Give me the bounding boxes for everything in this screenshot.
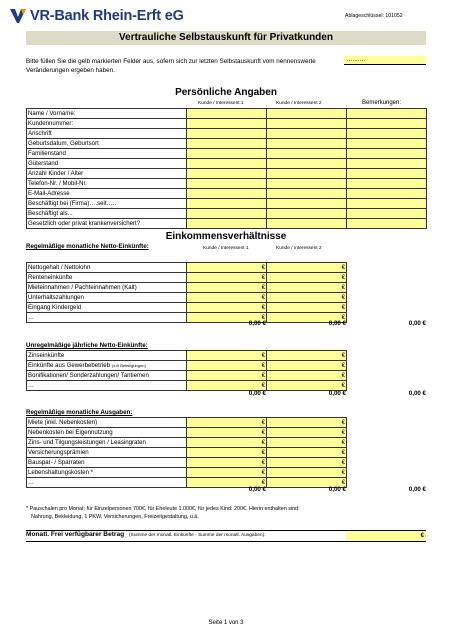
table-row (27, 361, 347, 371)
amount-cell-person2[interactable]: € (267, 371, 347, 381)
row-label (27, 468, 187, 478)
row-label-text: … (28, 313, 35, 321)
row-label (27, 361, 187, 371)
table-row (27, 283, 347, 293)
table-row (27, 149, 427, 159)
amount-cell-person2[interactable]: € (267, 313, 347, 323)
monthly-income-label: Regelmäßige monatliche Netto-Einkünfte: (26, 243, 149, 250)
table-row (27, 179, 427, 189)
bank-header (10, 8, 184, 24)
free-amount-value[interactable]: € (346, 531, 426, 541)
personal-col2-header: Kunde / Interessent 2 (276, 101, 322, 106)
monthly-income-table (26, 262, 347, 323)
row-label (27, 448, 187, 458)
input-cell-person1[interactable] (187, 179, 267, 189)
vr-bank-logo-icon (10, 9, 26, 23)
amount-cell-person2[interactable]: € (267, 478, 347, 488)
input-cell-person2[interactable] (267, 139, 347, 149)
remarks-cell[interactable] (347, 209, 427, 219)
input-cell-person2[interactable] (267, 219, 347, 229)
input-cell-person1[interactable] (187, 219, 267, 229)
expense-sum-1: 0,00 € (248, 486, 266, 493)
personal-col1-header: Kunde / Interessent 1 (198, 101, 244, 106)
table-row (27, 159, 427, 169)
row-label (27, 428, 187, 438)
row-label: Beschäftigt als... (27, 209, 187, 219)
row-label: Name / Vorname: (27, 109, 187, 119)
free-amount-note: (Summe der monatl. Einkünfte - Summe der monatl. Ausgaben): (129, 533, 266, 538)
remarks-cell[interactable] (347, 139, 427, 149)
table-row (27, 273, 347, 283)
row-label (27, 283, 187, 293)
row-label (27, 273, 187, 283)
yearly-sum-total: 0,00 € (408, 390, 426, 397)
table-row (27, 109, 427, 119)
row-label (27, 478, 187, 488)
input-cell-person2[interactable] (267, 169, 347, 179)
table-row (27, 438, 347, 448)
amount-cell-person2[interactable]: € (267, 351, 347, 361)
amount-cell-person2[interactable]: € (267, 468, 347, 478)
input-cell-person1[interactable] (187, 209, 267, 219)
row-label-text: Lebenshaltungskosten * (28, 468, 94, 476)
bank-name: VR-Bank Rhein-Erft eG (30, 8, 184, 24)
row-label (27, 418, 187, 428)
remarks-cell[interactable] (347, 119, 427, 129)
table-row (27, 381, 347, 391)
input-cell-person1[interactable] (187, 169, 267, 179)
amount-cell-person1[interactable]: € (187, 263, 267, 273)
row-label-text: Nebenkosten bei Eigennutzung (28, 428, 113, 436)
row-label-text: Bonifikationen/ Sonderzahlungen/ Tantiemen (28, 371, 149, 379)
row-label (27, 351, 187, 361)
section-income-title: Einkommensverhältnisse (165, 231, 287, 242)
input-cell-person2[interactable] (267, 129, 347, 139)
table-row (27, 303, 347, 313)
input-cell-person1[interactable] (187, 139, 267, 149)
row-label-text: Zins- und Tilgungsleistungen / Leasingraten (28, 438, 146, 446)
table-row (27, 351, 347, 361)
input-cell-person2[interactable] (267, 109, 347, 119)
personal-table (26, 108, 427, 229)
amount-cell-person2[interactable]: € (267, 448, 347, 458)
section-personal-title: Persönliche Angaben (175, 87, 277, 98)
yearly-income-table (26, 350, 347, 391)
row-label-text: Einkünfte aus Gewerbebetrieb (28, 361, 110, 369)
amount-cell-person1[interactable]: € (187, 448, 267, 458)
remarks-header: Bemerkungen: (362, 100, 402, 106)
free-amount-row (26, 530, 426, 542)
monthly-sum-1: 0,00 € (248, 320, 266, 327)
reference-number: Ablageschlüssel: 101052 (345, 13, 403, 19)
amount-cell-person1[interactable]: € (187, 371, 267, 381)
free-amount-label: Monatl. Frei verfügbarer Betrag (26, 531, 125, 538)
table-row (27, 263, 347, 273)
row-label (27, 303, 187, 313)
remarks-cell[interactable] (347, 149, 427, 159)
table-row (27, 219, 427, 229)
amount-cell-person1[interactable]: € (187, 438, 267, 448)
amount-cell-person2[interactable]: € (267, 381, 347, 391)
input-cell-person2[interactable] (267, 119, 347, 129)
remarks-cell[interactable] (347, 219, 427, 229)
table-row (27, 371, 347, 381)
row-label (27, 381, 187, 391)
row-label: Kundennummer: (27, 119, 187, 129)
yearly-income-label: Unregelmäßige jährliche Netto-Einkünfte: (26, 342, 148, 349)
input-cell-person2[interactable] (267, 149, 347, 159)
row-label-text: Bauspar- / Sparraten (28, 458, 85, 466)
input-cell-person2[interactable] (267, 189, 347, 199)
footnote-line2: Nahrung, Bekleidung, 1 PKW, Versicherungen, Freizeitgestaltung, u.ä. (31, 514, 199, 520)
remarks-cell[interactable] (347, 189, 427, 199)
row-label-text: Nettogehalt / Nettolohn (28, 263, 91, 271)
row-label: Beschäftigt bei (Firma)….seit….. (27, 199, 187, 209)
amount-cell-person1[interactable]: € (187, 313, 267, 323)
table-row (27, 418, 347, 428)
row-label: Gesetzlich oder privat krankenversichert? (27, 219, 187, 229)
input-cell-person1[interactable] (187, 119, 267, 129)
row-label-text: Versicherungsprämien (28, 448, 89, 456)
amount-cell-person1[interactable]: € (187, 478, 267, 488)
row-label: E-Mail-Adresse (27, 189, 187, 199)
amount-cell-person1[interactable]: € (187, 351, 267, 361)
row-label (27, 313, 187, 323)
amount-cell-person1[interactable]: € (187, 273, 267, 283)
row-label (27, 438, 187, 448)
amount-cell-person2[interactable]: € (267, 418, 347, 428)
expenses-table (26, 417, 347, 488)
remarks-cell[interactable] (347, 179, 427, 189)
amount-cell-person1[interactable]: € (187, 303, 267, 313)
amount-cell-person2[interactable]: € (267, 438, 347, 448)
row-label (27, 263, 187, 273)
input-cell-person1[interactable] (187, 199, 267, 209)
row-label: Anschrift (27, 129, 187, 139)
amount-cell-person2[interactable]: € (267, 273, 347, 283)
row-note: (z.B Beteiligungen) (111, 362, 146, 368)
amount-cell-person2[interactable]: € (267, 458, 347, 468)
yearly-sum-1: 0,00 € (248, 390, 266, 397)
table-row (27, 293, 347, 303)
input-cell-person2[interactable] (267, 179, 347, 189)
income-col1-header: Kunde / Interessent 1 (203, 246, 249, 251)
amount-cell-person2[interactable]: € (267, 293, 347, 303)
expense-sum-total: 0,00 € (408, 486, 426, 493)
row-label-text: … (28, 381, 35, 389)
amount-cell-person1[interactable]: € (187, 418, 267, 428)
row-label-text: Eingang Kindergeld (28, 303, 82, 311)
remarks-cell[interactable] (347, 129, 427, 139)
amount-cell-person1[interactable]: € (187, 381, 267, 391)
expenses-label: Regelmäßige monatliche Ausgaben: (26, 409, 133, 416)
amount-cell-person1[interactable]: € (187, 468, 267, 478)
amount-cell-person1[interactable]: € (187, 428, 267, 438)
table-row (27, 189, 427, 199)
table-row (27, 169, 427, 179)
amount-cell-person2[interactable]: € (267, 361, 347, 371)
date-field[interactable]: .......... (344, 56, 426, 65)
input-cell-person1[interactable] (187, 149, 267, 159)
amount-cell-person2[interactable]: € (267, 283, 347, 293)
table-row (27, 129, 427, 139)
table-row (27, 468, 347, 478)
table-row (27, 428, 347, 438)
row-label (27, 293, 187, 303)
row-label (27, 371, 187, 381)
page-title: Vertrauliche Selbstauskunft für Privatkunden (119, 32, 333, 43)
row-label: Telefon-Nr. / Mobil-Nr. (27, 179, 187, 189)
input-cell-person2[interactable] (267, 199, 347, 209)
row-label-text: Miete (inkl. Nebenkosten) (28, 418, 98, 426)
amount-cell-person1[interactable]: € (187, 293, 267, 303)
expense-sum-2: 0,00 € (328, 486, 346, 493)
input-cell-person1[interactable] (187, 159, 267, 169)
table-row (27, 139, 427, 149)
footnote-line1: * Pauschalen pro Monat: für Einzelpersonen 700€, für Eheleute 1.000€, für jedes Kind: 200€. Hierin enthalten sind: (26, 506, 300, 512)
amount-cell-person2[interactable]: € (267, 303, 347, 313)
monthly-sum-total: 0,00 € (408, 320, 426, 327)
amount-cell-person2[interactable]: € (267, 428, 347, 438)
table-row (27, 448, 347, 458)
table-row (27, 199, 427, 209)
row-label-text: Zinseinkünfte (28, 351, 65, 359)
row-label-text: Renteneinkünfte (28, 273, 73, 281)
row-label: Anzahl Kinder / Alter (27, 169, 187, 179)
amount-cell-person2[interactable]: € (267, 263, 347, 273)
amount-cell-person1[interactable]: € (187, 361, 267, 371)
row-label: Geburtsdatum, Geburtsort (27, 139, 187, 149)
amount-cell-person1[interactable]: € (187, 458, 267, 468)
input-cell-person1[interactable] (187, 109, 267, 119)
row-label: Familienstand (27, 149, 187, 159)
intro-text: Bitte füllen Sie die gelb markierten Felder aus, sofern sich zur letzten Selbstauskunft vom nennenswerte Veränderungen ergeben haben. (26, 58, 316, 74)
remarks-cell[interactable] (347, 199, 427, 209)
monthly-sum-2: 0,00 € (328, 320, 346, 327)
remarks-cell[interactable] (347, 109, 427, 119)
row-label-text: … (28, 478, 35, 486)
income-col2-header: Kunde / Interessent 2 (276, 246, 322, 251)
input-cell-person1[interactable] (187, 129, 267, 139)
row-label-text: Unterhaltszahlungen (28, 293, 84, 301)
yearly-sum-2: 0,00 € (328, 390, 346, 397)
input-cell-person2[interactable] (267, 209, 347, 219)
table-row (27, 119, 427, 129)
input-cell-person1[interactable] (187, 189, 267, 199)
page-number: Seite 1 von 3 (208, 620, 244, 626)
table-row (27, 209, 427, 219)
row-label: Güterstand (27, 159, 187, 169)
row-label-text: Mieteinnahmen / Pachteinnahmen (Kalt) (28, 283, 137, 291)
input-cell-person2[interactable] (267, 159, 347, 169)
remarks-cell[interactable] (347, 169, 427, 179)
table-row (27, 458, 347, 468)
row-label (27, 458, 187, 468)
amount-cell-person1[interactable]: € (187, 283, 267, 293)
remarks-cell[interactable] (347, 159, 427, 169)
